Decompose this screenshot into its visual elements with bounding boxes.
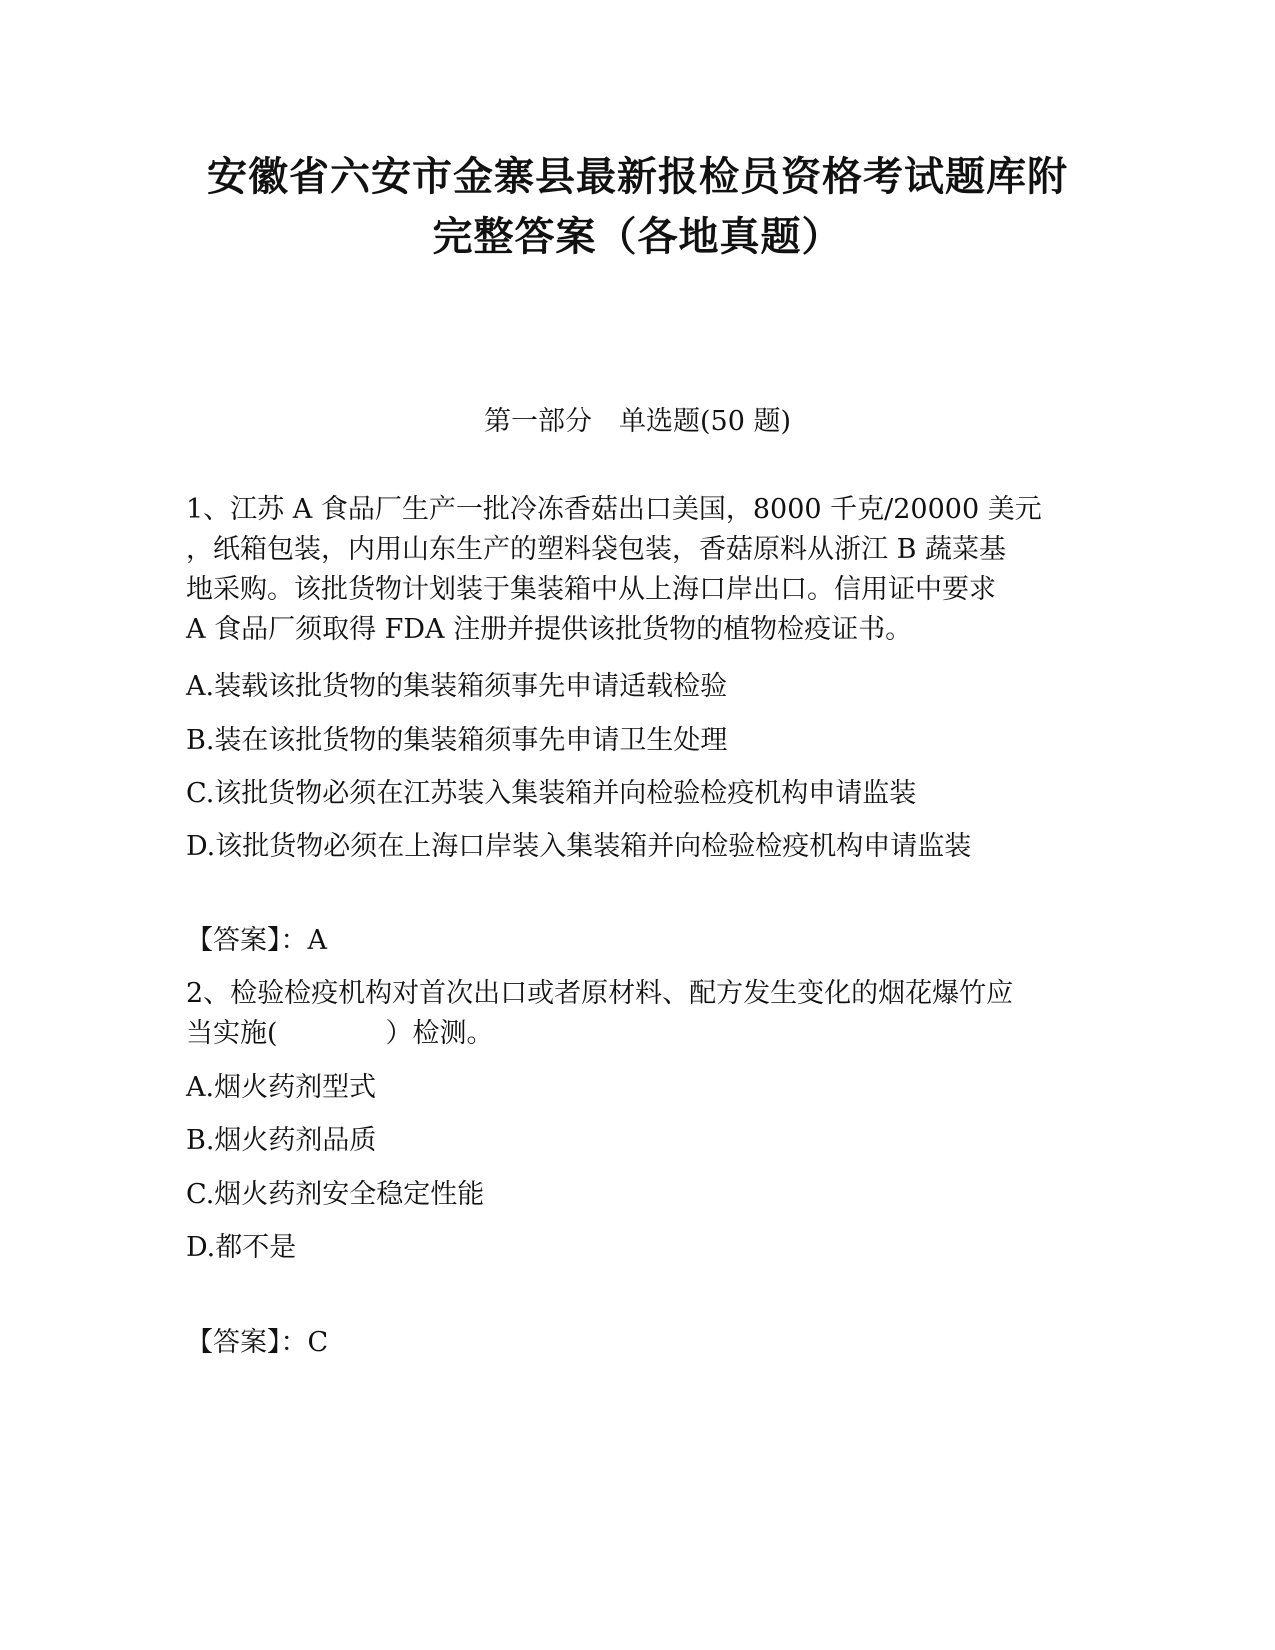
question-1-option-a [186, 670, 1076, 704]
option-text: D.该批货物必须在上海口岸装入集装箱并向检验检疫机构申请监装 [186, 831, 972, 862]
question-2-option-c [186, 1178, 1076, 1212]
question-2-stem-line: 2、检验检疫机构对首次出口或者原材料、配方发生变化的烟花爆竹应 [186, 978, 1014, 1009]
question-1 [186, 490, 1076, 650]
question-1-stem-line: A 食品厂须取得 FDA 注册并提供该批货物的植物检疫证书。 [186, 614, 913, 645]
document-title-line-1: 安徽省六安市金寨县最新报检员资格考试题库附 [207, 154, 1068, 200]
question-2-option-d [186, 1231, 1076, 1265]
question-1-option-c [186, 777, 1076, 811]
question-1-stem-line: 地采购。该批货物计划装于集装箱中从上海口岸出口。信用证中要求 [186, 574, 996, 605]
option-text: C.烟火药剂安全稳定性能 [186, 1179, 485, 1210]
question-2 [186, 974, 1076, 1054]
question-1-answer: 【答案】：A [186, 925, 327, 956]
section-heading: 第一部分 单选题(50 题) [483, 406, 791, 437]
question-2-option-b [186, 1124, 1076, 1158]
option-text: D.都不是 [186, 1232, 297, 1263]
question-1-option-b [186, 724, 1076, 758]
question-2-answer: 【答案】：C [186, 1327, 329, 1358]
question-1-stem-line: ，纸箱包装，内用山东生产的塑料袋包装，香菇原料从浙江 B 蔬菜基 [186, 534, 1007, 565]
option-text: B.装在该批货物的集装箱须事先申请卫生处理 [186, 725, 728, 756]
question-1-option-d [186, 830, 1076, 864]
option-text: B.烟火药剂品质 [186, 1125, 377, 1156]
question-1-stem-line: 1、江苏 A 食品厂生产一批冷冻香菇出口美国，8000 千克/20000 美元 [186, 494, 1042, 525]
option-text: A.烟火药剂型式 [186, 1072, 377, 1103]
option-text: A.装载该批货物的集装箱须事先申请适载检验 [186, 671, 728, 702]
question-2-stem-line: 当实施( ）检测。 [186, 1018, 494, 1049]
option-text: C.该批货物必须在江苏装入集装箱并向检验检疫机构申请监装 [186, 778, 917, 809]
question-2-option-a [186, 1071, 1076, 1105]
document-title-line-2: 完整答案（各地真题） [432, 214, 843, 260]
